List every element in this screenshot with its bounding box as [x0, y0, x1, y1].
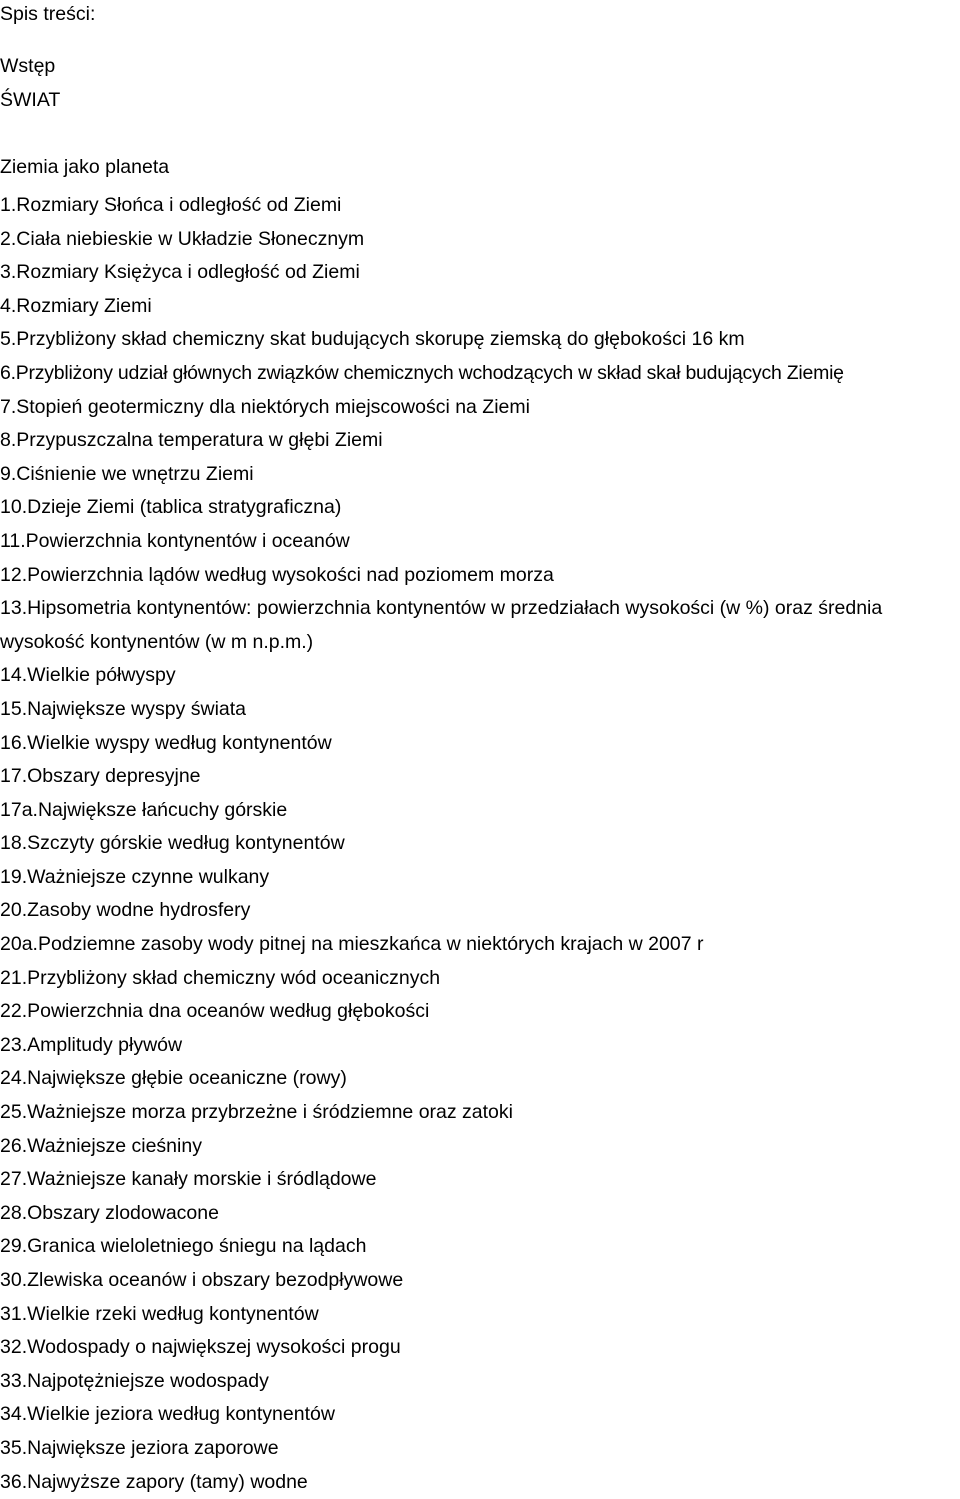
toc-item: 21.Przybliżony skład chemiczny wód oceanicznych	[0, 966, 441, 989]
toc-item: 35.Największe jeziora zaporowe	[0, 1436, 279, 1459]
toc-item: 29.Granica wieloletniego śniegu na lądach	[0, 1235, 367, 1258]
toc-item: 6.Przybliżony udział głównych związków chemicznych wchodzących w skład skał budujących Ziemię	[0, 361, 844, 384]
toc-item: 27.Ważniejsze kanały morskie i śródlądowe	[0, 1168, 377, 1191]
toc-item: 13.Hipsometria kontynentów: powierzchnia kontynentów w przedziałach wysokości (w %) oraz średnia wysokość kontynentów (w m n.p.m.)	[0, 597, 883, 653]
toc-list	[0, 189, 960, 1499]
toc-item: 4.Rozmiary Ziemi	[0, 294, 152, 317]
toc-subsection-heading: Ziemia jako planeta	[0, 156, 170, 178]
page-title: Spis treści:	[0, 3, 96, 25]
toc-item: 34.Wielkie jeziora według kontynentów	[0, 1403, 335, 1426]
toc-item: 33.Najpotężniejsze wodospady	[0, 1369, 269, 1392]
toc-item: 20.Zasoby wodne hydrosfery	[0, 899, 251, 922]
toc-item: 18.Szczyty górskie według kontynentów	[0, 832, 345, 855]
toc-item: 30.Zlewiska oceanów i obszary bezodpływowe	[0, 1269, 404, 1291]
toc-item: 36.Najwyższe zapory (tamy) wodne	[0, 1470, 308, 1493]
toc-item: 9.Ciśnienie we wnętrzu Ziemi	[0, 462, 254, 485]
toc-item: 20a.Podziemne zasoby wody pitnej na mieszkańca w niektórych krajach w 2007 r	[0, 933, 704, 956]
toc-item: 16.Wielkie wyspy według kontynentów	[0, 731, 332, 754]
toc-item: 1.Rozmiary Słońca i odległość od Ziemi	[0, 194, 342, 216]
toc-item: 8.Przypuszczalna temperatura w głębi Ziemi	[0, 429, 383, 452]
toc-item: 25.Ważniejsze morza przybrzeżne i śródziemne oraz zatoki	[0, 1101, 513, 1124]
toc-item: 10.Dzieje Ziemi (tablica stratygraficzna)	[0, 496, 342, 519]
toc-intro: Wstęp	[0, 55, 56, 77]
toc-item: 17.Obszary depresyjne	[0, 765, 201, 788]
toc-item: 15.Największe wyspy świata	[0, 697, 247, 720]
toc-item: 23.Amplitudy pływów	[0, 1033, 183, 1056]
toc-item: 3.Rozmiary Księżyca i odległość od Ziemi	[0, 261, 360, 284]
toc-item: 31.Wielkie rzeki według kontynentów	[0, 1302, 319, 1325]
toc-item: 19.Ważniejsze czynne wulkany	[0, 865, 270, 888]
toc-item: 24.Największe głębie oceaniczne (rowy)	[0, 1067, 347, 1090]
toc-item: 12.Powierzchnia lądów według wysokości nad poziomem morza	[0, 563, 554, 586]
toc-item: 14.Wielkie półwyspy	[0, 664, 176, 687]
toc-item: 26.Ważniejsze cieśniny	[0, 1134, 202, 1157]
toc-item: 32.Wodospady o największej wysokości progu	[0, 1336, 401, 1359]
toc-item: 5.Przybliżony skład chemiczny skat budujących skorupę ziemską do głębokości 16 km	[0, 328, 745, 351]
toc-item: 11.Powierzchnia kontynentów i oceanów	[0, 529, 350, 552]
toc-item: 7.Stopień geotermiczny dla niektórych miejscowości na Ziemi	[0, 395, 530, 418]
toc-item: 17a.Największe łańcuchy górskie	[0, 798, 288, 821]
toc-item: 28.Obszary zlodowacone	[0, 1201, 219, 1224]
toc-section-heading: ŚWIAT	[0, 89, 61, 111]
toc-item: 22.Powierzchnia dna oceanów według głębokości	[0, 1000, 430, 1023]
toc-item: 2.Ciała niebieskie w Układzie Słonecznym	[0, 227, 365, 250]
